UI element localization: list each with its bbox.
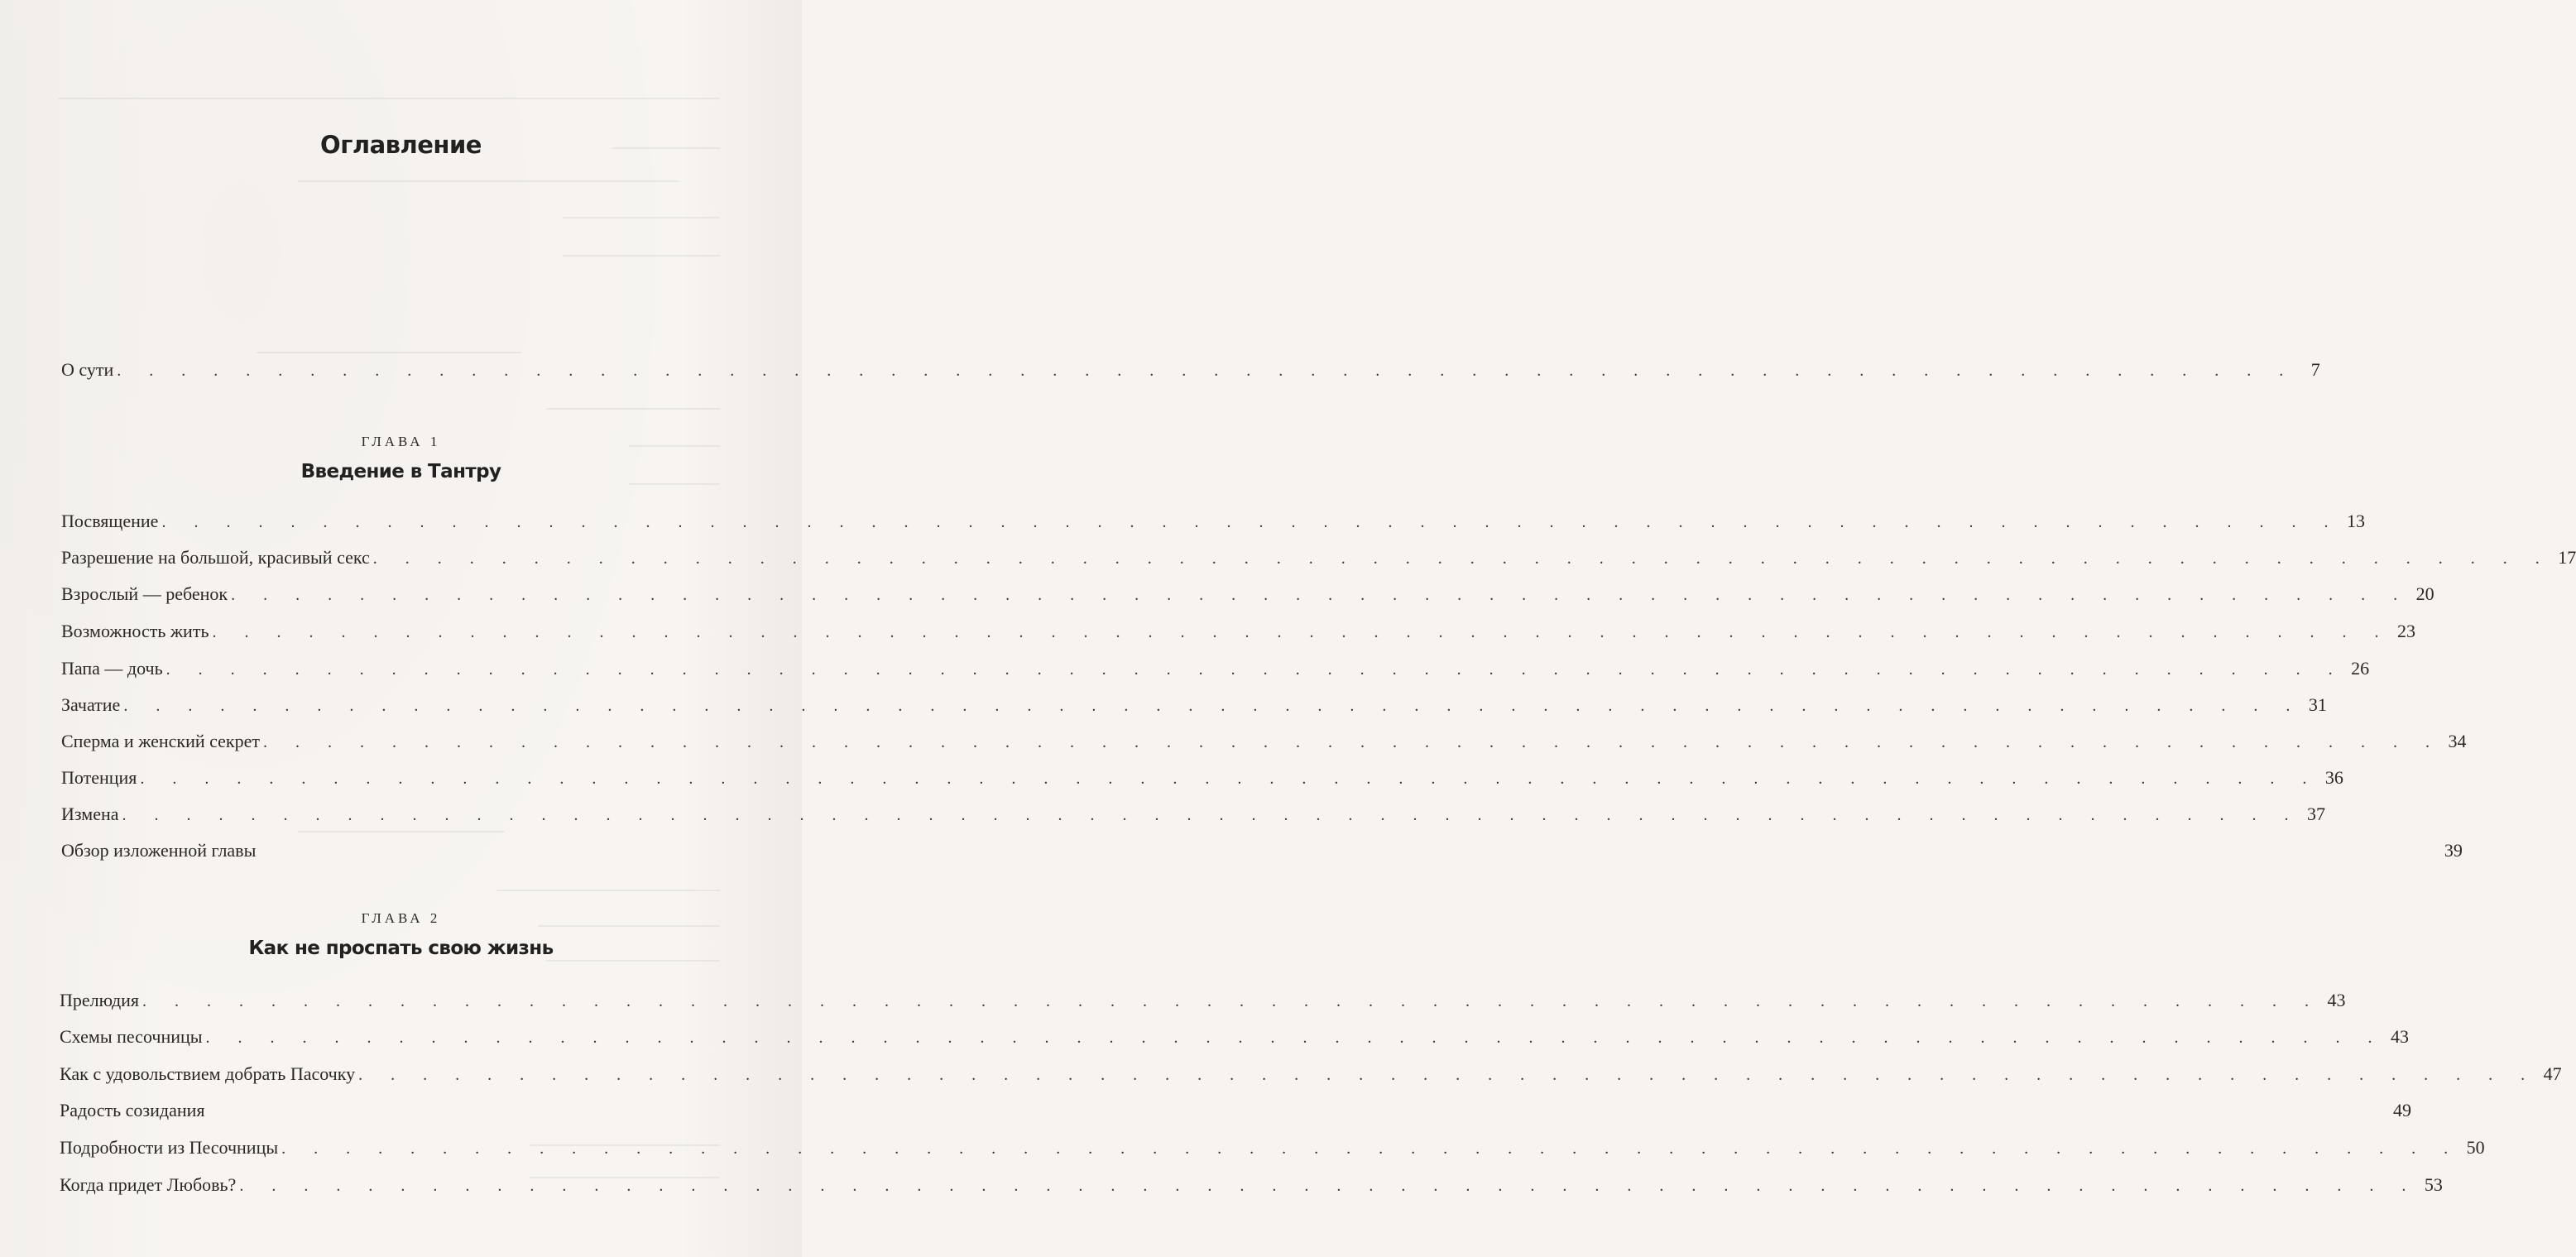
toc-entry[interactable]: [61, 767, 2343, 795]
chapter-2-title: Как не проспать свою жизнь: [248, 938, 554, 959]
toc-entry-label: Взрослый — ребенок: [61, 583, 228, 604]
toc-entry-page: 43: [2391, 1026, 2410, 1047]
toc-entry[interactable]: [61, 583, 2434, 612]
dot-leader: . . . . . . . . . . . . . . . . . . . . . . . . . . . . . . . . . . . . . . . . . . . . . . . . . . . . . . . . . . . . . . . . . . . .: [239, 1177, 2418, 1195]
toc-entry-label: Радость созидания: [60, 1100, 205, 1120]
chapter-1-title: Введение в Тантру: [300, 461, 501, 482]
toc-entry-label: Разрешение на большой, красивый секс: [61, 547, 370, 568]
toc-entry-label: Посвящение: [61, 511, 159, 531]
toc-entry-page: 7: [2310, 359, 2320, 380]
toc-entry-page: 39: [2444, 840, 2463, 861]
toc-entry-label: Зачатие: [61, 694, 121, 715]
toc-entry-label: Когда придет Любовь?: [60, 1174, 237, 1195]
toc-entry-page: 47: [2543, 1063, 2562, 1084]
toc-entry-page: 49: [2393, 1100, 2412, 1120]
toc-entry-label: О сути: [61, 359, 114, 380]
toc-entry[interactable]: [61, 840, 2463, 868]
dot-leader: . . . . . . . . . . . . . . . . . . . . . . . . . . . . . . . . . . . . . . . . . . . . . . . . . . . . . . . . . . . . . . . . . . . .: [263, 733, 2442, 751]
dot-leader: . . . . . . . . . . . . . . . . . . . . . . . . . . . . . . . . . . . . . . . . . . . . . . . . . . . . . . . . . . . . . . . . . . . .: [358, 1066, 2537, 1084]
toc-entry[interactable]: [60, 1137, 2485, 1165]
toc-entry-page: 20: [2415, 583, 2434, 604]
toc-title: Оглавление: [320, 131, 482, 159]
toc-entry[interactable]: [60, 1174, 2443, 1202]
dot-leader: . . . . . . . . . . . . . . . . . . . . . . . . . . . . . . . . . . . . . . . . . . . . . . . . . . . . . . . . . . . . . . . . . . . .: [281, 1139, 2460, 1158]
toc-entry-label: Возможность жить: [61, 621, 209, 641]
dot-leader: . . . . . . . . . . . . . . . . . . . . . . . . . . . . . . . . . . . . . . . . . . . . . . . . . . . . . . . . . . . . . . . . . . . .: [165, 660, 2345, 679]
dot-leader: . . . . . . . . . . . . . . . . . . . . . . . . . . . . . . . . . . . . . . . . . . . . . . . . . . . . . . . . . . . . . . . . . . . .: [122, 806, 2300, 824]
toc-entry-page: 31: [2308, 694, 2327, 715]
chapter-1-kicker: ГЛАВА 1: [361, 434, 441, 449]
toc-entry[interactable]: [60, 1063, 2562, 1091]
toc-entry-page: 36: [2324, 767, 2343, 788]
toc-entry-label: Схемы песочницы: [60, 1026, 203, 1047]
toc-entry-page: 34: [2448, 731, 2467, 751]
chapter-2-kicker: ГЛАВА 2: [361, 910, 441, 926]
toc-entry-page: 37: [2307, 804, 2325, 824]
dot-leader: . . . . . . . . . . . . . . . . . . . . . . . . . . . . . . . . . . . . . . . . . . . . . . . . . . . . . . . . . . . . . . . . . . . .: [142, 992, 2321, 1010]
toc-entry-label: Прелюдия: [60, 990, 140, 1010]
toc-entry[interactable]: [61, 804, 2325, 832]
toc-entry[interactable]: [60, 1026, 2410, 1054]
toc-entry-page: 53: [2424, 1174, 2443, 1195]
toc-entry-label: Папа — дочь: [61, 658, 163, 679]
toc-entry[interactable]: [61, 658, 2370, 686]
dot-leader: . . . . . . . . . . . . . . . . . . . . . . . . . . . . . . . . . . . . . . . . . . . . . . . . . . . . . . . . . . . . . . . . . . . .: [205, 1029, 2385, 1047]
toc-entry-label: Подробности из Песочницы: [60, 1137, 279, 1158]
toc-entry-page: 13: [2346, 511, 2365, 531]
toc-entry[interactable]: [61, 621, 2415, 649]
dot-leader: . . . . . . . . . . . . . . . . . . . . . . . . . . . . . . . . . . . . . . . . . . . . . . . . . . . . . . . . . . . . . . . . . . . .: [123, 697, 2302, 715]
dot-leader: . . . . . . . . . . . . . . . . . . . . . . . . . . . . . . . . . . . . . . . . . . . . . . . . . . . . . . . . . . . . . . . . . . . .: [140, 770, 2319, 788]
toc-entry-page: 17: [2558, 547, 2576, 568]
toc-entry-page: 23: [2396, 621, 2415, 641]
toc-entry[interactable]: [61, 731, 2467, 759]
toc-entry-page: 26: [2351, 658, 2370, 679]
toc-entry[interactable]: [61, 547, 2576, 575]
dot-leader: . . . . . . . . . . . . . . . . . . . . . . . . . . . . . . . . . . . . . . . . . . . . . . . . . . . . . . . . . . . . . . . . . . . .: [372, 549, 2552, 568]
dot-leader: . . . . . . . . . . . . . . . . . . . . . . . . . . . . . . . . . . . . . . . . . . . . . . . . . . . . . . . . . . . . . . . . . . . .: [161, 513, 2340, 531]
toc-entry-label: Как с удовольствием добрать Пасочку: [60, 1063, 356, 1084]
toc-entry[interactable]: [60, 1100, 2412, 1128]
dot-leader: . . . . . . . . . . . . . . . . . . . . . . . . . . . . . . . . . . . . . . . . . . . . . . . . . . . . . . . . . . . . . . . . . . . .: [231, 586, 2410, 604]
toc-entry-label: Обзор изложенной главы: [61, 840, 257, 861]
toc-entry[interactable]: [61, 694, 2327, 722]
toc-entry[interactable]: [60, 990, 2346, 1018]
toc-entry-intro[interactable]: [61, 359, 2320, 387]
toc-entry-page: 43: [2327, 990, 2346, 1010]
toc-entry-label: Потенция: [61, 767, 137, 788]
dot-leader: . . . . . . . . . . . . . . . . . . . . . . . . . . . . . . . . . . . . . . . . . . . . . . . . . . . . . . . . . . . . . . . . . . . .: [117, 362, 2295, 380]
toc-entry-page: 50: [2466, 1137, 2485, 1158]
toc-entry[interactable]: [61, 511, 2365, 539]
toc-entry-label: Измена: [61, 804, 119, 824]
toc-entry-label: Сперма и женский секрет: [61, 731, 261, 751]
dot-leader: . . . . . . . . . . . . . . . . . . . . . . . . . . . . . . . . . . . . . . . . . . . . . . . . . . . . . . . . . . . . . . . . . . . .: [212, 623, 2391, 641]
